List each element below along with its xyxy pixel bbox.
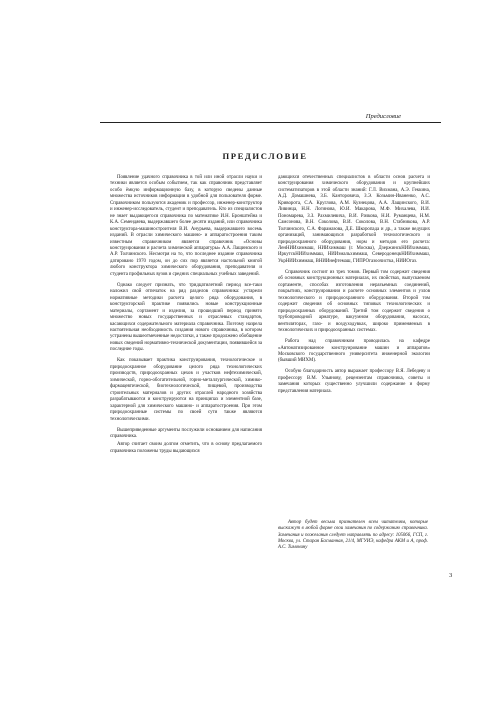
paragraph: Автор считает своим долгом отметить, что в основу предлагаемого справочника положены труды выдающихся [110, 442, 262, 454]
page-title: ПРЕДИСЛОВИЕ [222, 151, 308, 161]
paragraph: Однако следует признать, что тридцатилетний период все-таки наложил свой отпечаток на ряд разделов справочника: устарели нормативные методики расчета целого ряда оборудования, в конструкторской практике появились новые конструкционные материалы, сортамент и изделия, за прошедший период принято множество новых государственных и отраслевых стандартов, касающихся содержательного материала справочника. Поэтому назрела настоятельная необходимость создания нового справочника, в котором устранены вышеотмеченные недостатки, а также продолжено обобщение новых сведений нормативно-технической документации, появившейся за последние годы. [110, 282, 262, 353]
running-header [100, 113, 441, 123]
paragraph: дающихся отечественных специалистов в области основ расчета и конструирования химического оборудования и крупнейших систематизаторов в этой области знаний: Г.Л. Вихмана, А.Э. Геккина, А.Д. Домашнева, З.Б. Канторовича, З.Э. Козьмин-Иваненко, А.С. Криворота, С.А. Круглова, А.М. Кузнецова, А.А. Лащинского, В.И. Ливинца, Н.Н. Логинова, Ю.И. Макарова, М.Ф. Михалева, И.И. Пономарева, З.З. Рахмилевича, В.И. Рачкова, Н.И. Руманцева, Н.М. Самсонова, В.Н. Соколова, В.И. Соколова, В.Н. Стабникова, А.Р. Толчинского, С.А. Фарамазова, Д.Е. Шкоропада и др., а также ведущих организаций, занимающихся разработкой технологического и природоохранного оборудования, норм и методов его расчета: ЛенНИИхиммаш, НИИхиммаш (г. Москва), ДзержинскНИИхиммаш, ИркутскНИИхиммаш, НИИэмальхиммаш, СеверодонецкНИИхиммаш, УкрНИИхиммаш, ВНИИнефтемаш, ГИПРОгазоочистка, НИИОгаз. [278, 175, 430, 264]
author-note: Автор будет весьма признателен всем читателям, которые выскажут в любой форме свои замечания по содержанию справочника. Замечания и пожелания следует направлять по адресу: 105066, ГСП, г. Москва, ул. Старая Басманная, 21/4, МГУИЭ, кафедра АКМ и А, проф. А.С. Тимонину [278, 520, 428, 551]
paragraph: Вышеприведенные аргументы послужили основанием для написания справочника. [110, 427, 262, 439]
paragraph: Особую благодарность автор выражает профессору В.Я. Лебедеву и профессору В.М. Ульянову, рецензентам справочника, советы и замечания которых существенно улучшили содержание и форму представления материала. [278, 369, 430, 394]
paragraph: Появление удачного справочника в той или иной отрасли науки и техники является особым событием, так как справочник представляет особо ёмкую информационную базу, в которую сведены данные множества источников информации в удобной для пользователя форме. Справочником пользуются академик и профессор, инженер-конструктор и инженер-исследователь, студент и преподаватель. Кто из специалистов не знает выдающегося справочника по математике И.Н. Бронштейна и К.А. Семендяева, выдержавшего более десяти изданий, или справочника конструктора-машиностроителя В.И. Анурьева, выдержавшего восемь изданий. В отрасли химического машино- и аппаратостроения таким известным справочником является справочник «Основы конструирования и расчета химической аппаратуры» А.А. Лащинского и А.Р. Толчинского. Несмотря на то, что последнее издание справочника датировано 1970 годом, он до сих пор является настольной книгой любого конструктора химического оборудования, преподавателя и студента профильных вузов и средних специальных учебных заведений. [110, 175, 262, 277]
paragraph: Работа над справочником проводилась на кафедре «Автоматизированное конструирование машин и аппаратов» Московского государственного университета инженерной экологии (бывший МИХМ). [278, 339, 430, 364]
page-number: 3 [449, 572, 453, 579]
paragraph: Как показывает практика конструирования, технологическое и природоохранное оборудование целого ряда технологических производств, природоохранных цехов и участков нефтехимической, химической, горно-обогатительной, горно-металлургической, химико-фармацевтической, биотехнологической, пищевой, производства строительных материалов и других отраслей народного хозяйства разрабатываются и конструируются на принципах и элементной базе, характерной для химического машино- и аппаратостроения. При этом природоохранные системы по своей сути также являются технологическими. [110, 358, 262, 422]
left-column [110, 175, 262, 457]
right-column [278, 175, 430, 397]
running-head-text: Предисловие [365, 113, 401, 120]
paragraph: Справочник состоит из трех томов. Первый том содержит сведения об основных конструкционных материалах, их свойствах, выпускаемом сортаменте, способах изготовления неразъемных соединений, покрытиях, конструировании и расчете основных элементов и узлов технологического и природоохранного оборудования. Второй том содержит сведения об основных типовых технологических и природоохранных оборудований. Третий том содержит сведения о трубопроводной арматуре, вакуумном оборудовании, насосах, вентиляторах, газо- и воздуходувках, широко применяемых в технологических и природоохранных системах. [278, 269, 430, 334]
